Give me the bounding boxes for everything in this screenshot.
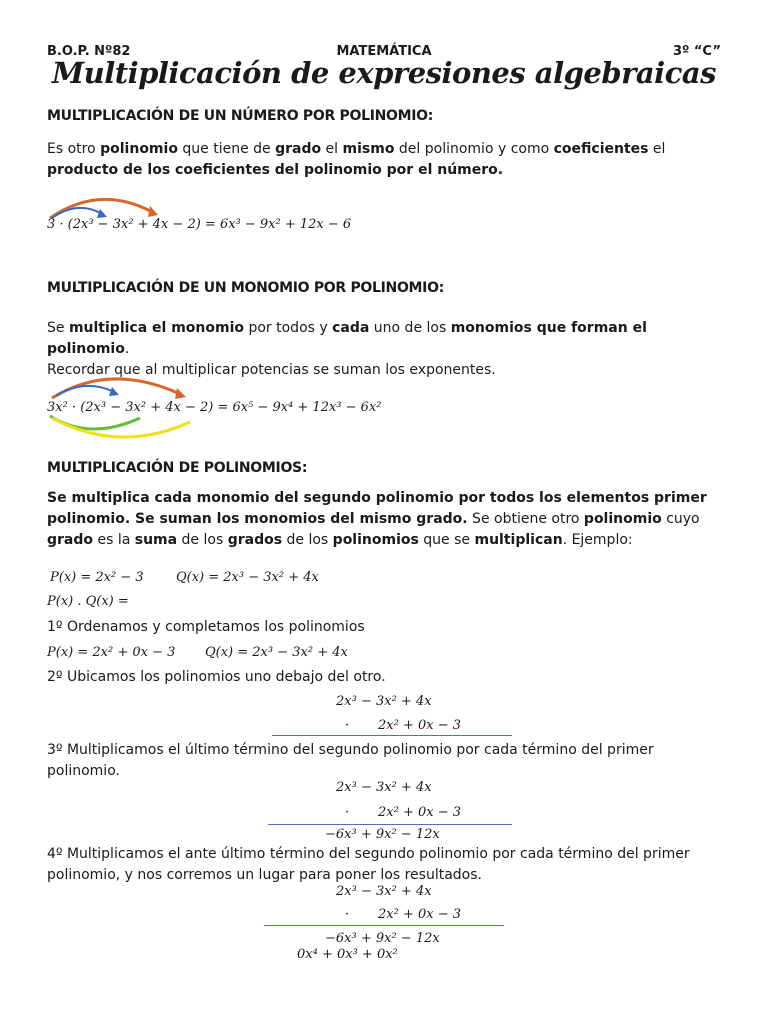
step-4: 4º Multiplicamos el ante último término del segundo polinomio por cada término del primer polinomio, y nos corremos un lugar para poner los resultados. xyxy=(47,846,690,883)
multiply-dot: · xyxy=(345,718,350,733)
product-expression: P(x) . Q(x) = xyxy=(47,594,129,609)
polynomial-q-ordered: Q(x) = 2x³ − 3x² + 4x xyxy=(205,645,348,660)
polynomial-q: Q(x) = 2x³ − 3x² + 4x xyxy=(176,570,319,585)
multiply-dot: · xyxy=(345,907,350,922)
section-paragraph: Se multiplica el monomio por todos y cada uno de los monomios que forman el polinomio. Recordar que al multiplicar potencias se suman los exponentes. xyxy=(47,320,647,378)
section-paragraph: Es otro polinomio que tiene de grado el mismo del polinomio y como coeficientes el producto de los coeficientes del polinomio por el número. xyxy=(47,141,666,178)
step-2: 2º Ubicamos los polinomios uno debajo del otro. xyxy=(47,669,386,685)
polynomial-p: P(x) = 2x² − 3 xyxy=(50,570,144,585)
multiply-dot: · xyxy=(345,805,350,820)
step-3: 3º Multiplicamos el último término del segundo polinomio por cada término del primer polinomio. xyxy=(47,742,654,779)
top-polynomial: 2x³ − 3x² + 4x xyxy=(336,884,432,899)
section-heading-number-by-polynomial: MULTIPLICACIÓN DE UN NÚMERO POR POLINOMIO: xyxy=(47,108,434,124)
partial-result-1: −6x³ + 9x² − 12x xyxy=(325,827,440,842)
expression-monomial-times-polynomial: 3x² · (2x³ − 3x² + 4x − 2) = 6x⁵ − 9x⁴ + 12x³ − 6x² xyxy=(47,400,382,415)
step-1: 1º Ordenamos y completamos los polinomios xyxy=(47,619,365,635)
expression-number-times-polynomial: 3 · (2x³ − 3x² + 4x − 2) = 6x³ − 9x² + 12x − 6 xyxy=(47,217,352,232)
polynomial-p-ordered: P(x) = 2x² + 0x − 3 xyxy=(47,645,176,660)
bottom-polynomial: 2x² + 0x − 3 xyxy=(378,718,462,733)
page-title: Multiplicación de expresiones algebraicas xyxy=(52,56,716,90)
partial-result-1: −6x³ + 9x² − 12x xyxy=(325,931,440,946)
division-line xyxy=(264,925,504,926)
school-label: B.O.P. Nº82 xyxy=(47,44,131,59)
section-heading-monomial-by-polynomial: MULTIPLICACIÓN DE UN MONOMIO POR POLINOMIO: xyxy=(47,280,444,296)
division-line xyxy=(272,735,512,736)
top-polynomial: 2x³ − 3x² + 4x xyxy=(336,780,432,795)
subject-label: MATEMÁTICA xyxy=(336,44,432,59)
section-heading-polynomial-multiplication: MULTIPLICACIÓN DE POLINOMIOS: xyxy=(47,460,308,476)
division-line xyxy=(268,824,512,825)
bottom-polynomial: 2x² + 0x − 3 xyxy=(378,907,462,922)
partial-result-2: 0x⁴ + 0x³ + 0x² xyxy=(297,947,398,962)
top-polynomial: 2x³ − 3x² + 4x xyxy=(336,694,432,709)
grade-label: 3º “C” xyxy=(672,44,721,59)
section-paragraph: Se multiplica cada monomio del segundo polinomio por todos los elementos primer polinomio. Se suman los monomios del mismo grado. Se obtiene otro polinomio cuyo grado es la suma de los grados de los polinomios que se multiplican. Ejemplo: xyxy=(47,490,707,548)
bottom-polynomial: 2x² + 0x − 3 xyxy=(378,805,462,820)
